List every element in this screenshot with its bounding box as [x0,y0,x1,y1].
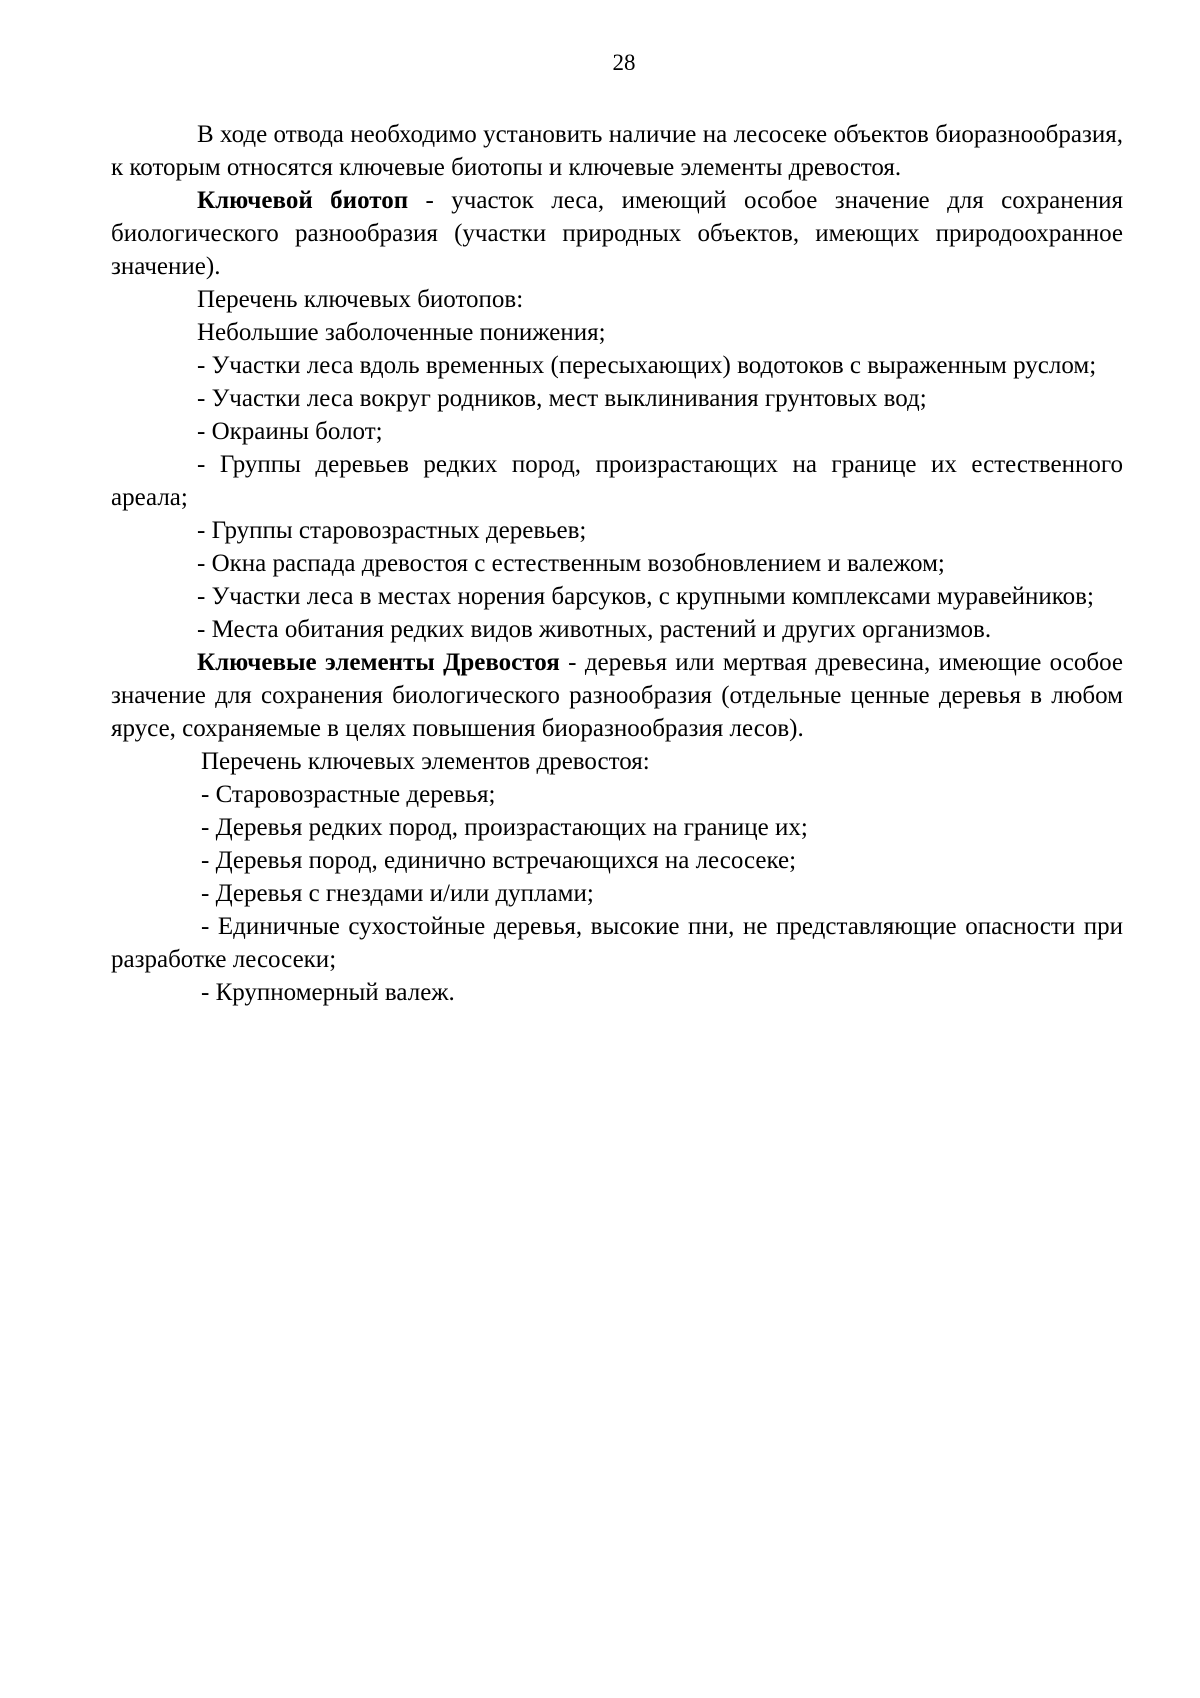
document-body [111,118,1123,1009]
key-biotope-term: Ключевой биотоп [197,187,409,214]
key-biotope-definition [111,184,1123,283]
biotope-list-item: - Участки леса вокруг родников, мест выклинивания грунтовых вод; [197,385,927,412]
key-elements-term: Ключевые элементы Древостоя [197,649,560,676]
elements-list-item: - Крупномерный валеж. [201,979,455,1006]
biotope-list-item: - Окна распада древостоя с естественным возобновлением и валежом; [197,550,945,577]
elements-list-title: Перечень ключевых элементов древостоя: [201,748,650,775]
key-elements-definition [111,646,1123,745]
biotope-list-item: - Группы деревьев редких пород, произрастающих на границе их естественного ареала; [111,451,1123,511]
elements-list-item: - Единичные сухостойные деревья, высокие пни, не представляющие опасности при разработке лесосеки; [111,913,1123,973]
key-elements-text: - деревья или мертвая древесина, имеющие особое значение для сохранения биологического разнообразия (отдельные ценные деревья в любом ярусе, сохраняемые в целях повышения биоразнообразия лесов). [111,649,1124,742]
intro-paragraph: В ходе отвода необходимо установить наличие на лесосеке объектов биоразнообразия, к которым относятся ключевые биотопы и ключевые элементы древостоя. [111,121,1123,181]
biotope-list-item: - Участки леса вдоль временных (пересыхающих) водотоков с выраженным руслом; [197,352,1097,379]
biotope-list-item: - Места обитания редких видов животных, растений и других организмов. [197,616,992,643]
elements-list-item: - Старовозрастные деревья; [201,781,496,808]
elements-list-item: - Деревья с гнездами и/или дуплами; [201,880,594,907]
biotope-list-item: Небольшие заболоченные понижения; [197,319,606,346]
key-biotope-text: - участок леса, имеющий особое значение для сохранения биологического разнообразия (участки природных объектов, имеющих природоохранное значение). [111,187,1123,280]
biotope-list-item: - Группы старовозрастных деревьев; [197,517,587,544]
page-number: 28 [612,50,636,75]
elements-list-item: - Деревья пород, единично встречающихся на лесосеке; [201,847,797,874]
biotope-list-title: Перечень ключевых биотопов: [197,286,524,313]
elements-list-item: - Деревья редких пород, произрастающих на границе их; [201,814,808,841]
biotope-list-item: - Участки леса в местах норения барсуков, с крупными комплексами муравейников; [197,583,1094,610]
biotope-list-item: - Окраины болот; [197,418,383,445]
